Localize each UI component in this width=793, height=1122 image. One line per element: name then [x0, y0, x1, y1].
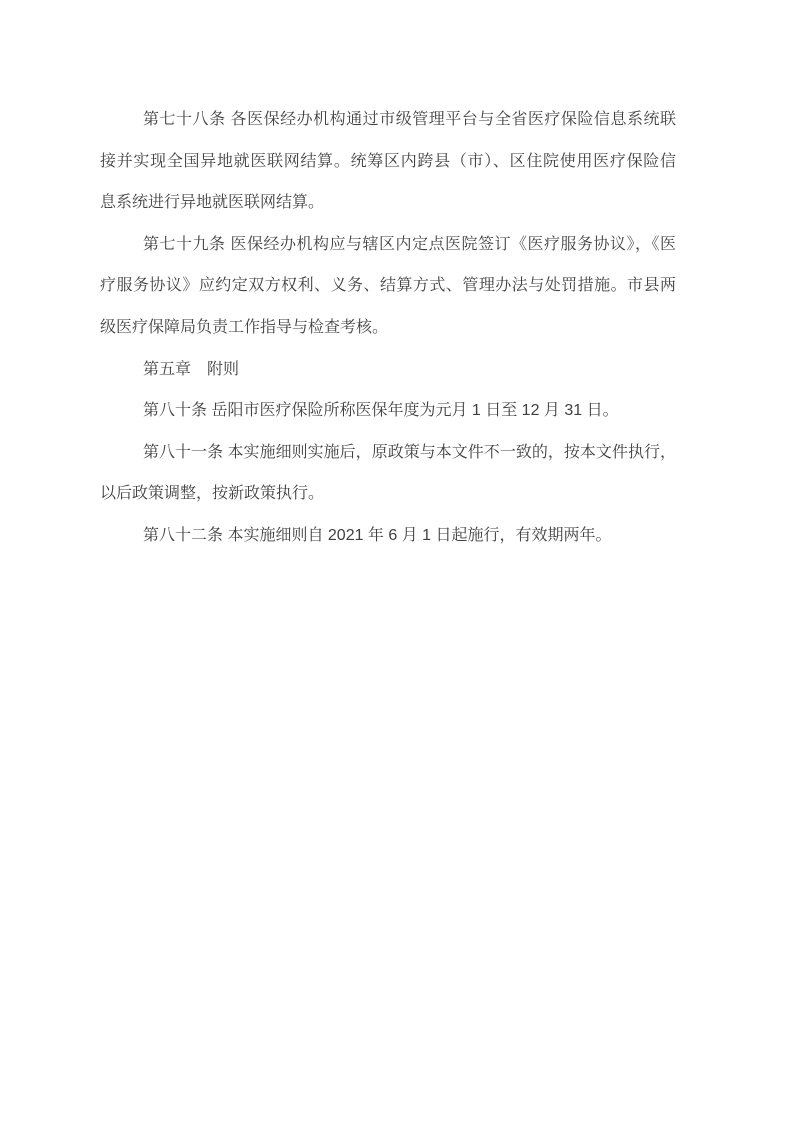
document-line: 第七十八条 各医保经办机构通过市级管理平台与全省医疗保险信息系统联 — [143, 111, 676, 128]
document-line: 第五章 附则 — [143, 360, 240, 378]
document-line: 接并实现全国异地就医联网结算。统筹区内跨县（市）、区住院使用医疗保险信 — [100, 152, 676, 170]
document-line: 第八十一条 本实施细则实施后，原政策与本文件不一致的，按本文件执行， — [143, 443, 676, 461]
document-line: 疗服务协议》应约定双方权利、义务、结算方式、管理办法与处罚措施。市县两 — [100, 277, 676, 295]
document-line: 第八十二条 本实施细则自 2021 年 6 月 1 日起施行，有效期两年。 — [143, 526, 612, 544]
document-line: 息系统进行异地就医联网结算。 — [100, 194, 325, 212]
document-line: 级医疗保障局负责工作指导与检查考核。 — [100, 318, 389, 336]
document-body — [100, 99, 676, 557]
document-line: 第八十条 岳阳市医疗保险所称医保年度为元月 1 日至 12 月 31 日。 — [143, 402, 619, 420]
document-line: 第七十九条 医保经办机构应与辖区内定点医院签订《医疗服务协议》，《医 — [143, 235, 676, 253]
document-line: 以后政策调整，按新政策执行。 — [100, 485, 325, 503]
